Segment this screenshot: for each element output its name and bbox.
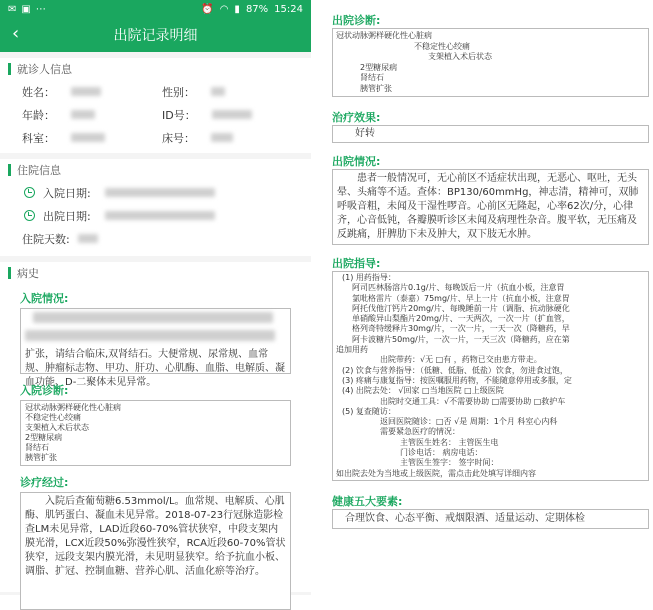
redacted-text [33,312,273,323]
clock-time: 15:24 [274,3,303,15]
stay-days-label: 住院天数: [22,232,70,246]
health-factors-box [332,509,649,529]
diagnosis-item: 支架植入术后状态 [25,423,89,432]
back-icon[interactable]: ‹ [12,23,20,44]
admit-date-row [0,181,311,204]
detail-panel [318,0,653,595]
guidance-line: 需要紧急医疗的情况： [380,427,460,437]
health-factors-title: 健康五大要素: [332,494,403,508]
treatment-effect-value: 好转 [355,128,375,139]
redacted-value [78,234,98,243]
section-title: 住院信息 [17,164,61,177]
patient-info-card [0,58,311,153]
admit-situation-title: 入院情况: [20,292,69,305]
treatment-effect-box [332,125,649,143]
guidance-line: (4) 出院去处： √回家 □当地医院 □上级医院 [342,386,504,396]
section-header [0,58,311,80]
page-title: 出院记录明细 [113,28,198,44]
admit-situation-text: 扩张，请结合临床,双肾结石。大便常规、尿常规、血常规、肿瘤标志物、甲功、肝功、心肌酶、血脂、电解质、凝血功能、D-二聚体未见异常。 [25,349,285,388]
redacted-value [71,110,95,119]
app-header [0,18,311,52]
guidance-line: 氯吡格雷片（泰嘉）75mg/片、早上一片（抗血小板，注意胃 [352,293,570,303]
section-header [0,262,311,284]
health-factors-text: 合理饮食、心态平衡、戒烟限酒、适量运动、定期体检 [345,512,585,524]
guidance-line: 主管医生姓名： 主管医生电 [400,437,499,447]
mobile-screen [0,0,311,595]
redacted-value [105,211,215,220]
diagnosis-item: 冠状动脉粥样硬化性心脏病 [336,31,432,40]
notification-icon: ✉ [8,3,17,15]
bed-label: 床号： [162,131,195,145]
guidance-link[interactable]: 如出院去处为当地或上级医院，需点击此处填写详细内容 [336,468,536,478]
guidance-line: 返回医院随诊：□否 √是 周期：1个月 科室心内科 [380,417,558,427]
guidance-line: 主管医生签字： 签字时间： [400,458,499,468]
section-title: 病史 [17,267,39,280]
guidance-line: 格列奇特缓释片30mg/片，一次一片，一天一次（降糖药，早 [352,324,570,334]
notification-icon: ⋯ [35,3,46,15]
wifi-icon: ◠ [219,3,229,15]
diagnosis-item: 不稳定性心绞痛 [25,413,81,422]
guidance-line: 出院时交通工具：√不需要协助 □需要协助 □救护车 [380,396,566,406]
guidance-line: (5) 复查随访： [342,406,396,416]
battery-percent: 87% [245,3,269,15]
clock-icon [24,210,35,221]
diagnosis-item: 2型糖尿病 [360,62,398,72]
discharge-diagnosis-title: 出院诊断: [332,14,381,27]
guidance-line: 阿司匹林肠溶片0.1g/片、每晚饭后一片（抗血小板，注意胃 [352,283,565,293]
section-header [0,159,311,181]
redacted-value [71,87,101,96]
admit-date-label: 入院日期: [43,186,91,200]
status-bar [0,0,311,18]
diagnosis-item: 2型糖尿病 [25,433,63,442]
discharge-diagnosis-box [332,28,649,97]
guidance-line: (1) 用药指导： [342,273,396,282]
clock-icon [24,187,35,198]
diagnosis-item: 肾结石 [360,73,384,82]
guidance-line: 出院带药：√无 □有 ，药物已交由患方带走。 [380,355,542,365]
guidance-line: 阿卡波糖片50mg/片，一次一片，一天三次（降糖药，应在第 [352,334,570,344]
treatment-effect-title: 治疗效果: [332,111,381,124]
gender-label: 性别： [162,85,195,99]
redacted-value [211,87,225,96]
app-icon: ▣ [21,3,31,15]
diagnosis-item: 不稳定性心绞痛 [414,41,470,51]
name-label: 姓名： [22,85,55,99]
diagnosis-item: 胰管扩张 [25,453,57,462]
guidance-line: 阿托伐他汀钙片20mg/片、每晚睡前一片（调脂、抗动脉硬化 [352,303,570,313]
info-row [0,103,311,126]
discharge-date-row [0,204,311,227]
signal-icon: ▮ [234,3,240,15]
discharge-situation-title: 出院情况: [332,155,381,168]
history-card [0,262,311,592]
diagnosis-item: 支架植入术后状态 [428,52,492,61]
discharge-situation-box [332,169,649,245]
redacted-value [105,188,215,197]
section-title: 就诊人信息 [17,63,72,76]
admit-diagnosis-box [20,400,291,466]
admit-diagnosis-title: 入院诊断: [20,384,69,397]
diagnosis-item: 冠状动脉粥样硬化性心脏病 [25,403,121,412]
alarm-icon: ⏰ [201,3,214,15]
redacted-text [25,330,275,341]
treatment-text: 入院后查葡萄糖6.53mmol/L。血常规、电解质、心肌酶、肌钙蛋白、凝血未见异常。2018-07-23行冠脉造影检查LM未见异常，LAD近段60-70%管状狭窄，中段支架内膜光滑，LCX近段50%弥漫性狭窄，RCA近段60-70%管状狭窄，远段支架内膜光滑，未见明显狭窄。给予抗血小板、调脂、扩冠、控制血糖、营养心肌、活血化瘀等治疗。 [25,496,286,577]
treatment-title: 诊疗经过: [20,476,69,489]
discharge-situation-text: 患者一般情况可，无心前区不适症状出现，无恶心、呕吐，无头晕、头痛等不适。查体：BP130/60mmHg，神志清，精神可，双肺呼吸音粗，未闻及干湿性啰音。心前区无隆起，心率62次/分，心律齐，心音低钝，各瓣膜听诊区未闻及病理性杂音。腹平软，无压痛及反跳痛，肝脾肋下未及肿大，双下肢无水肿。 [337,173,639,240]
info-row [0,126,311,149]
diagnosis-item: 胰管扩张 [360,83,392,93]
guidance-line: 单硝酸异山梨酯片20mg/片、一天两次，一次一片（扩血管， [352,314,570,324]
guidance-line: 门诊电话： 病房电话： [400,448,483,458]
id-label: ID号： [162,108,196,122]
discharge-guidance-title: 出院指导: [332,257,381,270]
guidance-line: (3) 疼痛与康复指导：按医嘱服用药物，不能随意停用或多服，定 [342,375,572,385]
admit-situation-box [20,308,291,388]
redacted-value [212,110,252,119]
guidance-line: (2) 饮食与营养指导：（低糖、低脂、低盐）饮食，勿进食过饱， [342,365,568,375]
stay-info-card [0,159,311,256]
info-row [0,80,311,103]
discharge-guidance-box [332,271,649,481]
discharge-date-label: 出院日期: [43,209,91,223]
stay-days-row [0,227,311,250]
dept-label: 科室： [22,131,55,145]
age-label: 年龄： [22,108,55,122]
redacted-value [211,133,233,142]
treatment-box [20,492,291,610]
diagnosis-item: 肾结石 [25,443,49,452]
redacted-value [71,133,105,142]
guidance-line: 追加用药 [336,345,368,355]
